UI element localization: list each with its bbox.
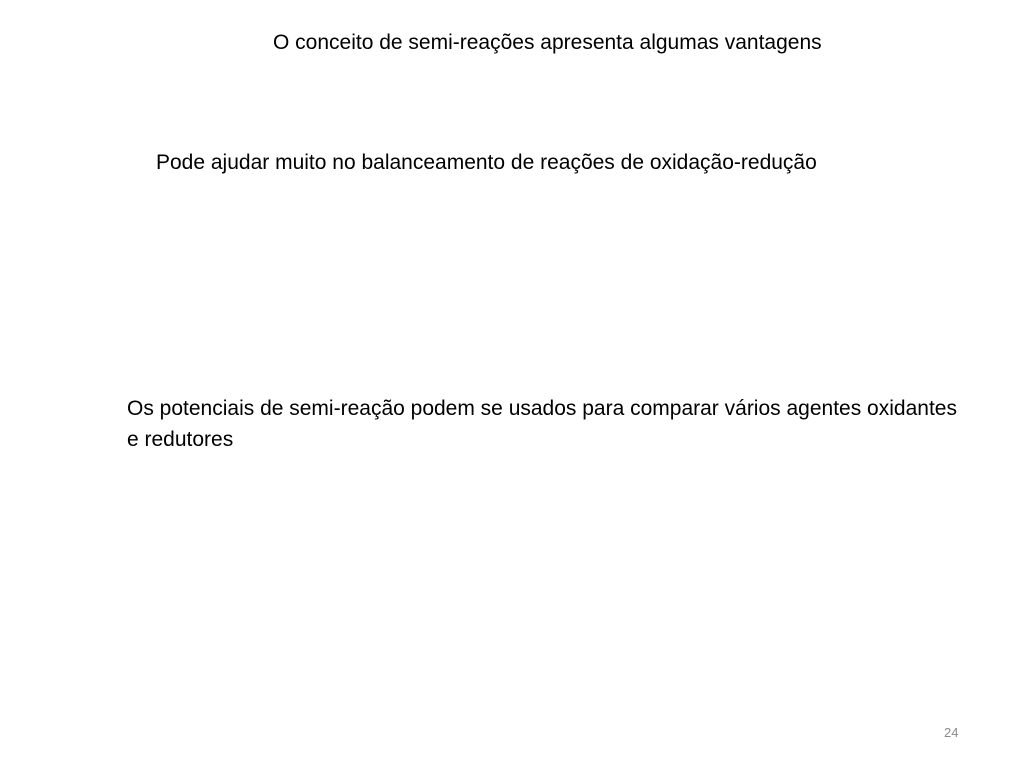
- advantage-point-balancing: Pode ajudar muito no balanceamento de reações de oxidação-redução: [156, 151, 817, 174]
- slide-title: O conceito de semi-reações apresenta algumas vantagens: [273, 31, 822, 54]
- page-number: 24: [944, 725, 959, 740]
- advantage-point-potentials: Os potenciais de semi-reação podem se usados para comparar vários agentes oxidantes e redutores: [127, 397, 957, 451]
